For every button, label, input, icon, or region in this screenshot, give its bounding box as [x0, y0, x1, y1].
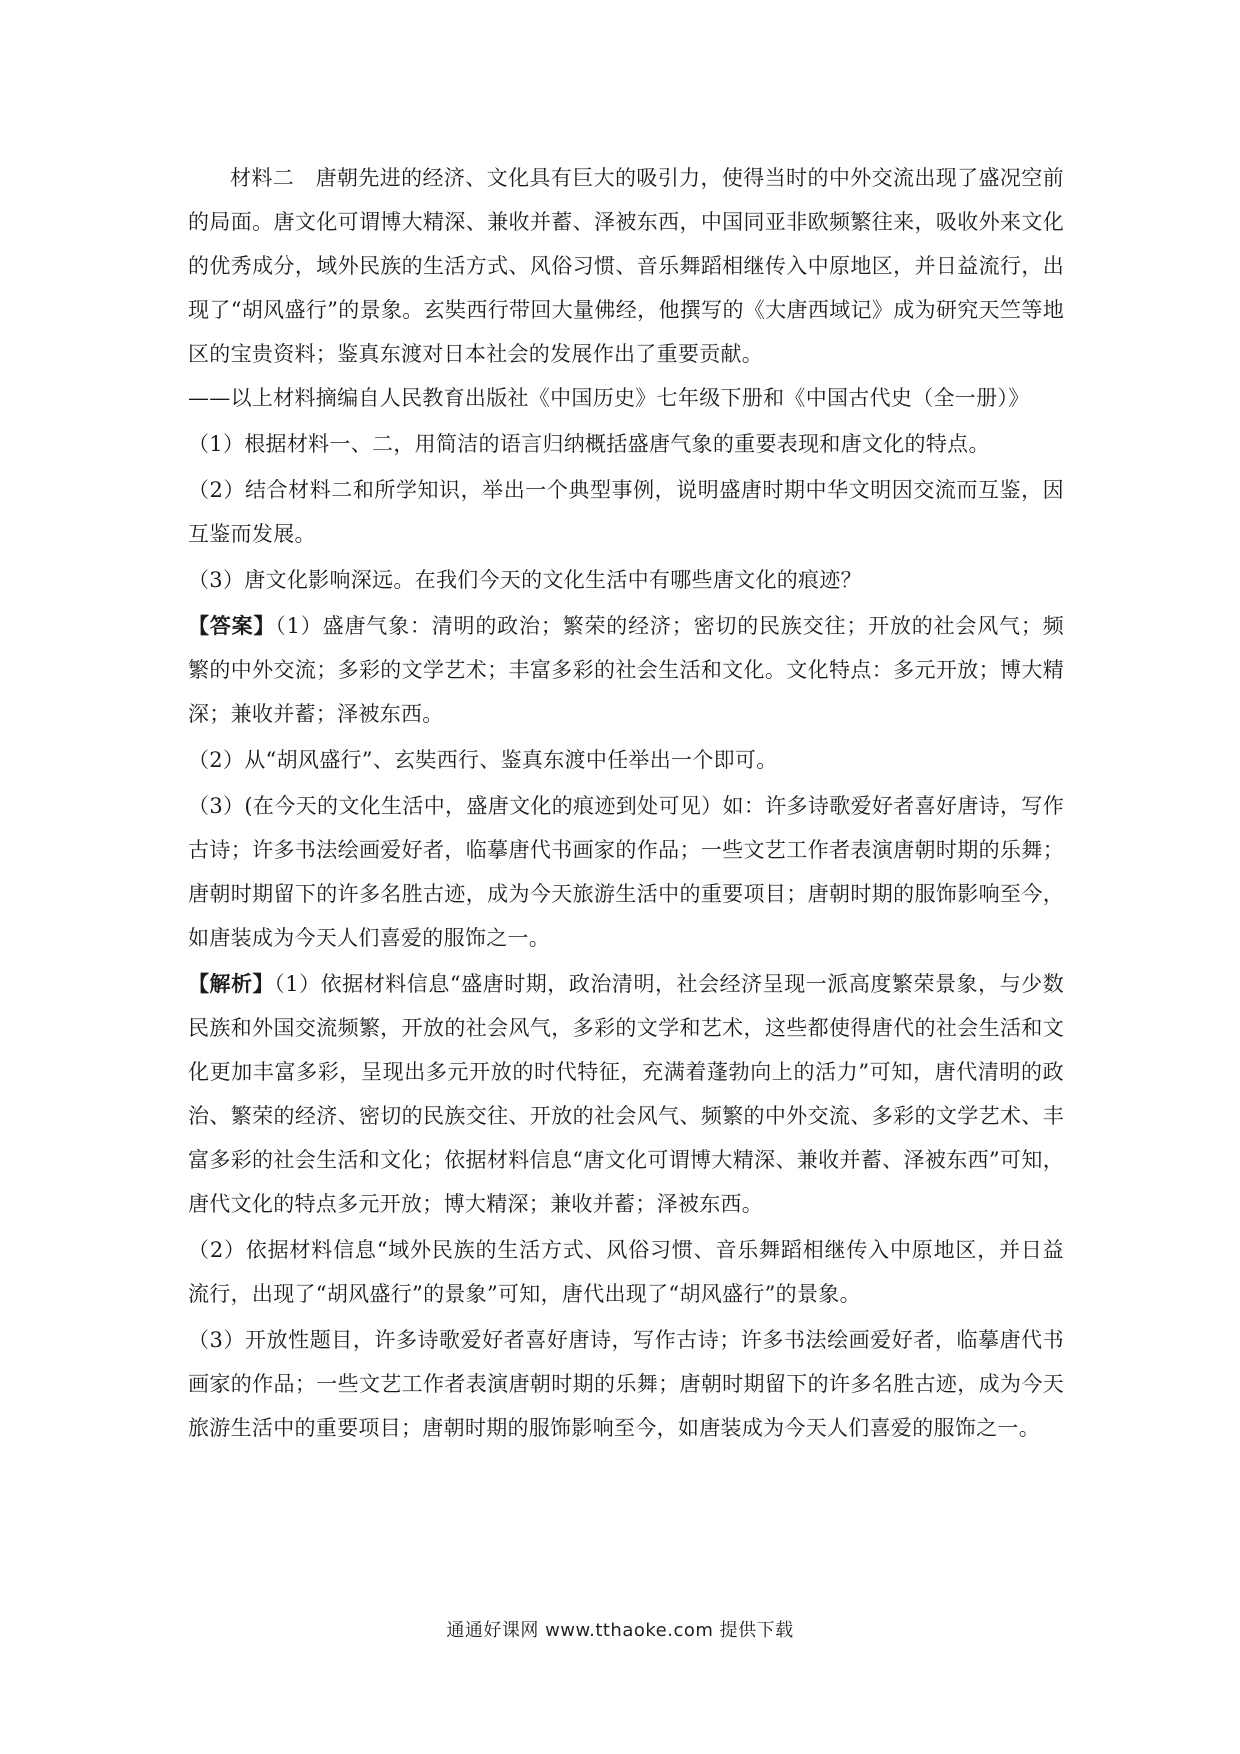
analysis-item-1: [188, 962, 1064, 1226]
analysis-item-3: （3）开放性题目，许多诗歌爱好者喜好唐诗，写作古诗；许多书法绘画爱好者，临摹唐代书画家的作品；一些文艺工作者表演唐朝时期的乐舞；唐朝时期留下的许多名胜古迹，成为今天旅游生活中的重要项目；唐朝时期的服饰影响至今，如唐装成为今天人们喜爱的服饰之一。: [188, 1328, 1064, 1440]
answer-item-3: （3）(在今天的文化生活中，盛唐文化的痕迹到处可见）如：许多诗歌爱好者喜好唐诗，写作古诗；许多书法绘画爱好者，临摹唐代书画家的作品；一些文艺工作者表演唐朝时期的乐舞；唐朝时期留下的许多名胜古迹，成为今天旅游生活中的重要项目；唐朝时期的服饰影响至今，如唐装成为今天人们喜爱的服饰之一。: [188, 794, 1064, 950]
material-two-text: 唐朝先进的经济、文化具有巨大的吸引力，使得当时的中外交流出现了盛况空前的局面。唐文化可谓博大精深、兼收并蓄、泽被东西，中国同亚非欧频繁往来，吸收外来文化的优秀成分，域外民族的生活方式、风俗习惯、音乐舞蹈相继传入中原地区，并日益流行，出现了“胡风盛行”的景象。玄奘西行带回大量佛经，他撰写的《大唐西域记》成为研究天竺等地区的宝贵资料；鉴真东渡对日本社会的发展作出了重要贡献。: [188, 166, 1064, 366]
material-two-paragraph: [188, 156, 1064, 376]
question-1: （1）根据材料一、二，用简洁的语言归纳概括盛唐气象的重要表现和唐文化的特点。: [188, 432, 990, 456]
analysis-item-2: （2）依据材料信息“域外民族的生活方式、风俗习惯、音乐舞蹈相继传入中原地区，并日益流行，出现了“胡风盛行”的景象”可知，唐代出现了“胡风盛行”的景象。: [188, 1238, 1064, 1306]
material-two-label: 材料二: [230, 166, 295, 190]
document-body: [188, 156, 1064, 1450]
source-note: ——以上材料摘编自人民教育出版社《中国历史》七年级下册和《中国古代史（全一册）》: [188, 386, 1030, 410]
answer-item-2: （2）从“胡风盛行”、玄奘西行、鉴真东渡中任举出一个即可。: [188, 748, 778, 772]
answer-item-1: [188, 604, 1064, 736]
download-footer: 通通好课网 www.tthaoke.com 提供下载: [446, 1620, 794, 1641]
analysis-label: 【解析】: [188, 971, 275, 996]
question-2: （2）结合材料二和所学知识，举出一个典型事例，说明盛唐时期中华文明因交流而互鉴，因互鉴而发展。: [188, 478, 1064, 546]
answer-item-1-text: （1）盛唐气象：清明的政治；繁荣的经济；密切的民族交往；开放的社会风气；频繁的中外交流；多彩的文学艺术；丰富多彩的社会生活和文化。文化特点：多元开放；博大精深；兼收并蓄；泽被东西。: [188, 614, 1064, 726]
question-3: （3）唐文化影响深远。在我们今天的文化生活中有哪些唐文化的痕迹？: [188, 568, 862, 592]
answer-label: 【答案】: [188, 613, 276, 638]
analysis-item-1-text: （1）依据材料信息“盛唐时期，政治清明，社会经济呈现一派高度繁荣景象，与少数民族和外国交流频繁，开放的社会风气，多彩的文学和艺术，这些都使得唐代的社会生活和文化更加丰富多彩，呈现出多元开放的时代特征，充满着蓬勃向上的活力”可知，唐代清明的政治、繁荣的经济、密切的民族交往、开放的社会风气、频繁的中外交流、多彩的文学艺术、丰富多彩的社会生活和文化；依据材料信息“唐文化可谓博大精深、兼收并蓄、泽被东西”可知，唐代文化的特点多元开放；博大精深；兼收并蓄；泽被东西。: [188, 972, 1064, 1216]
